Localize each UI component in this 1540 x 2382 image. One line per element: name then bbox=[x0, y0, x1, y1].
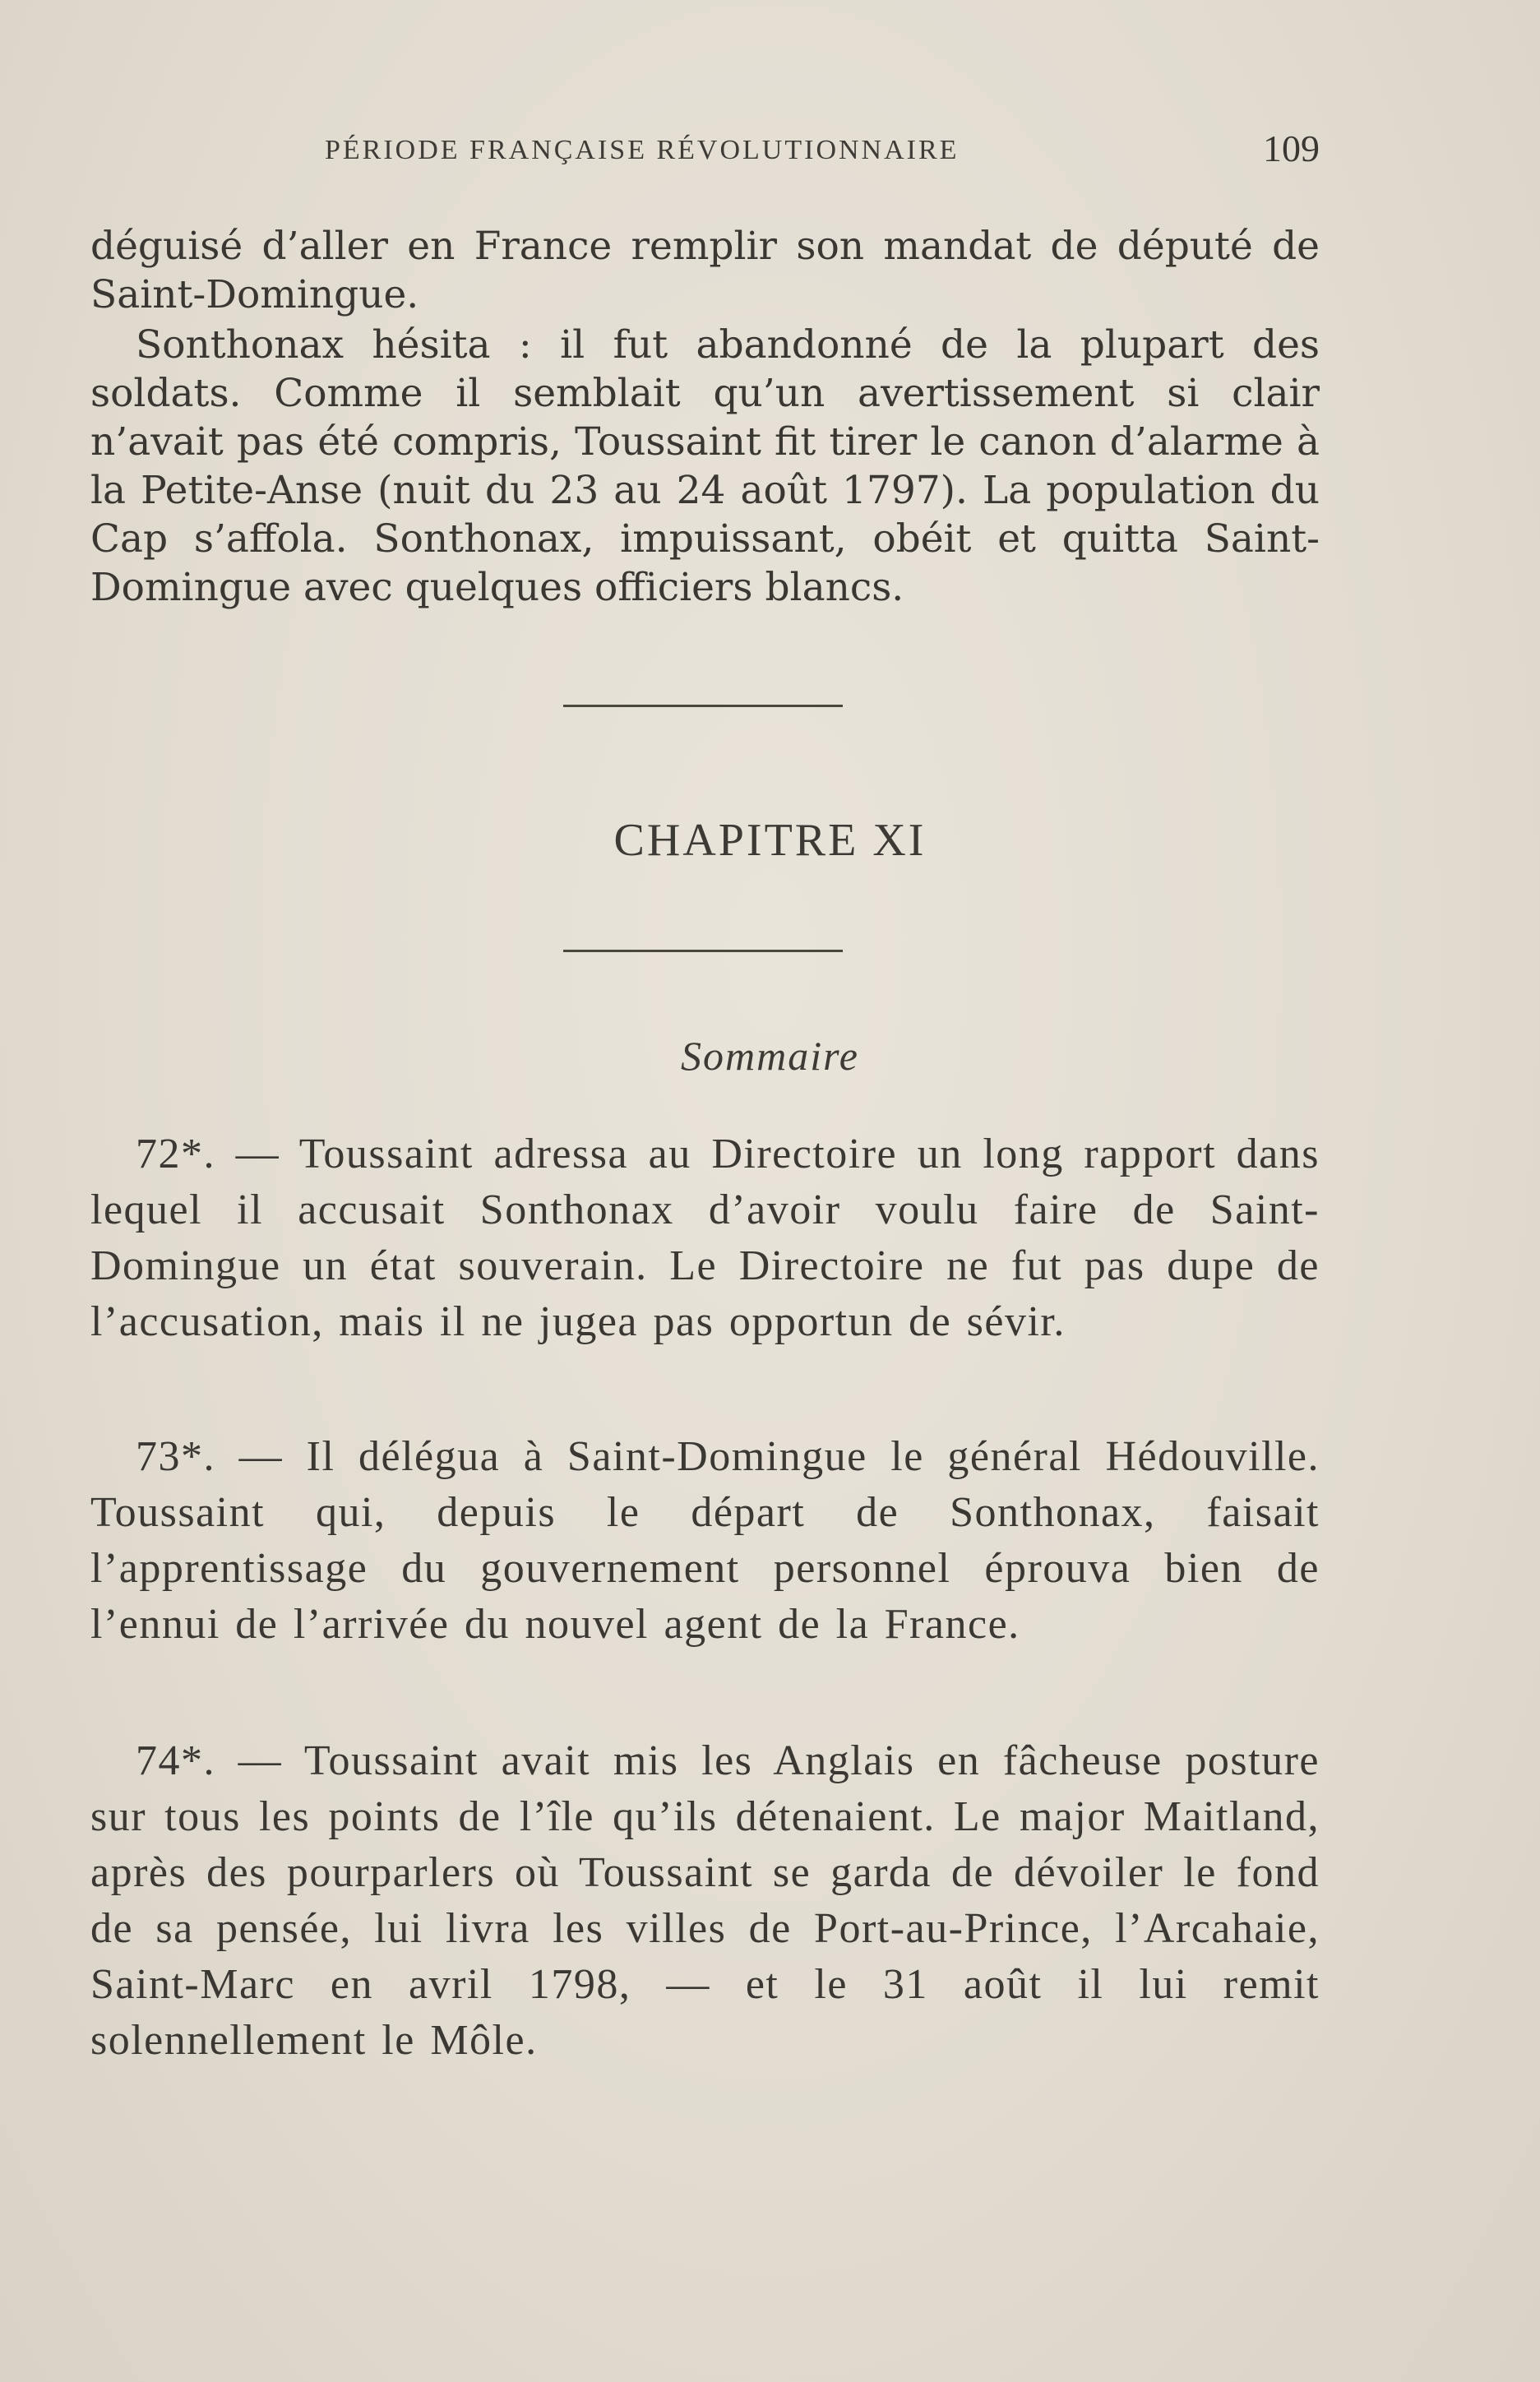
running-head: PÉRIODE FRANÇAISE RÉVOLUTIONNAIRE bbox=[325, 135, 960, 165]
page-number: 109 bbox=[1263, 127, 1320, 169]
summary-item: 73*. — Il délégua à Saint-Domingue le général Hédouville. Toussaint qui, depuis le départ de Sonthonax, faisait l’apprentissage du gouvernement personnel éprouva bien de l’ennui de l’arrivée du nouvel agent de la France. bbox=[90, 1433, 1320, 1648]
summary-item: 72*. — Toussaint adressa au Directoire un long rapport dans lequel il accusait Sonthonax d’avoir voulu faire de Saint-Domingue un état souverain. Le Directoire ne fut pas dupe de l’accusation, mais il ne jugea pas opportun de sévir. bbox=[90, 1131, 1320, 1345]
summary-heading: Sommaire bbox=[681, 1033, 859, 1079]
summary-item: 74*. — Toussaint avait mis les Anglais en fâcheuse posture sur tous les points de l’île qu’ils détenaient. Le major Maitland, après des pourparlers où Toussaint se garda de dévoiler le fond de sa pensée, lui livra les villes de Port-au-Prince, l’Arcahaie, Saint-Marc en avril 1798, — et le 31 août il lui remit solennellement le Môle. bbox=[90, 1737, 1320, 2064]
body-paragraph: déguisé d’aller en France remplir son mandat de député de Saint-Domingue. bbox=[90, 224, 1320, 317]
body-paragraph: Sonthonax hésita : il fut abandonné de la plupart des soldats. Comme il semblait qu’un avertissement si clair n’avait pas été compris, Toussaint fit tirer le canon d’alarme à la Petite-Anse (nuit du 23 au 24 août 1797). La population du Cap s’affola. Sonthonax, impuissant, obéit et quitta Saint-Domingue avec quelques officiers blancs. bbox=[90, 322, 1320, 610]
chapter-title: CHAPITRE XI bbox=[613, 815, 927, 866]
page-header bbox=[90, 127, 1320, 181]
section-divider bbox=[563, 705, 843, 707]
section-divider bbox=[563, 950, 843, 952]
